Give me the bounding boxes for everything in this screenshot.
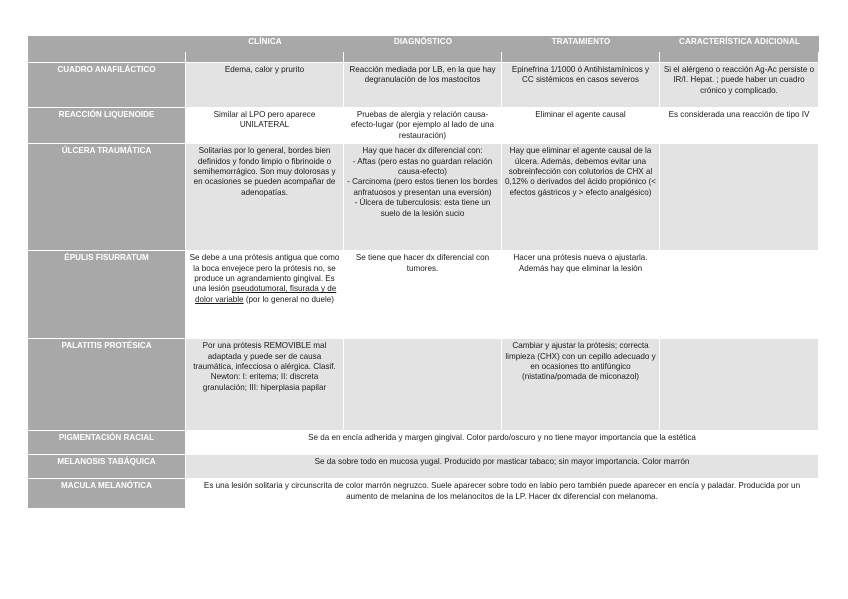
row-label: MELANOSIS TABÁQUICA bbox=[28, 455, 186, 479]
cell-adicional: Si el alérgeno o reacción Ag-Ac persiste o IR/I. Hepat. ; puede haber un cuadro crónico y complicado. bbox=[660, 63, 819, 108]
row-label: ÚLCERA TRAUMÁTICA bbox=[28, 144, 186, 251]
table-row bbox=[28, 108, 819, 144]
cell-tratamiento: Eliminar el agente causal bbox=[502, 108, 660, 144]
row-label: REACCIÓN LIQUENOIDE bbox=[28, 108, 186, 144]
cell-adicional: Es considerada una reacción de tipo IV bbox=[660, 108, 819, 144]
header-empty bbox=[28, 36, 186, 52]
table-row bbox=[28, 479, 819, 509]
cell-clinica bbox=[186, 251, 344, 339]
cell-diagnostico: Pruebas de alergia y relación causa-efecto-lugar (por ejemplo al lado de una restauración) bbox=[344, 108, 502, 144]
cell-span: Es una lesión solitaria y circunscrita de color marrón negruzco. Suele aparecer sobre todo en labio pero también puede aparecer en encía y paladar. Producida por un aumento de melanina de los melanocitos de la LP. Hacer dx diferencial con melanoma. bbox=[186, 479, 819, 509]
row-label: PALATITIS PROTÉSICA bbox=[28, 339, 186, 431]
cell-diagnostico: Se tiene que hacer dx diferencial con tumores. bbox=[344, 251, 502, 339]
row-label: MACULA MELANÓTICA bbox=[28, 479, 186, 509]
cell-tratamiento: Hay que eliminar el agente causal de la úlcera. Además, debemos evitar una sobreinfección con colutorios de CHX al 0,12% o derivados del ácido propiónico (< efectos gástricos y > efecto analgésico) bbox=[502, 144, 660, 251]
header-tratamiento: TRATAMIENTO bbox=[502, 36, 660, 52]
lesions-table bbox=[28, 36, 819, 509]
cell-clinica: Similar al LPO pero aparece UNILATERAL bbox=[186, 108, 344, 144]
clinica-text: (por lo general no duele) bbox=[245, 294, 335, 304]
cell-clinica: Por una prótesis REMOVIBLE mal adaptada y puede ser de causa traumática, infecciosa o alérgica. Clasif. Newton: I: eritema; II: discreta granulación; III: hiperplasia papilar bbox=[186, 339, 344, 431]
cell-clinica: Edema, calor y prurito bbox=[186, 63, 344, 108]
clinica-underline: pseudotumoral, fisurada y de dolor variable bbox=[194, 284, 337, 304]
cell-adicional bbox=[660, 251, 819, 339]
cell-clinica: Solitarias por lo general, bordes bien definidos y fondo limpio o fibrinoide o semihemorrágico. Son muy dolorosas y en ocasiones se pueden acompañar de adenopatías. bbox=[186, 144, 344, 251]
clinica-text: Se debe a una prótesis antigua que como la boca envejece pero la prótesis no, se produce un agrandamiento gingival. Es una lesión bbox=[189, 253, 340, 294]
row-label: ÉPULIS FISURRATUM bbox=[28, 251, 186, 339]
header-diagnostico: DIAGNÓSTICO bbox=[344, 36, 502, 52]
cell-diagnostico: Reacción mediada por LB, en la que hay degranulación de los mastocitos bbox=[344, 63, 502, 108]
spacer-cell bbox=[660, 52, 819, 63]
table-row bbox=[28, 251, 819, 339]
cell-diagnostico bbox=[344, 339, 502, 431]
cell-adicional bbox=[660, 339, 819, 431]
spacer-cell bbox=[344, 52, 502, 63]
spacer-cell bbox=[186, 52, 344, 63]
header-adicional: CARACTERÍSTICA ADICIONAL bbox=[660, 36, 819, 52]
diagnostico-intro: Hay que hacer dx diferencial con: bbox=[362, 146, 483, 156]
cell-span: Se da sobre todo en mucosa yugal. Producido por masticar tabaco; sin mayor importancia. Color marrón bbox=[186, 455, 819, 479]
cell-span: Se da en encía adherida y margen gingival. Color pardo/oscuro y no tiene mayor importancia que la estética bbox=[186, 431, 819, 455]
header-row bbox=[28, 36, 819, 52]
cell-tratamiento: Epinefrina 1/1000 ó Antihistamínicos y CC sistémicos en casos severos bbox=[502, 63, 660, 108]
table-row bbox=[28, 144, 819, 251]
table-row bbox=[28, 431, 819, 455]
diagnostico-item: - Úlcera de tuberculosis: esta tiene un suelo de la lesión sucio bbox=[354, 198, 491, 218]
table-row bbox=[28, 455, 819, 479]
diagnostico-item: - Carcinoma (pero estos tienen los bordes anfratuosos y presentan una eversión) bbox=[347, 177, 498, 197]
cell-diagnostico bbox=[344, 144, 502, 251]
row-label: CUADRO ANAFILÁCTICO bbox=[28, 63, 186, 108]
table-row bbox=[28, 63, 819, 108]
cell-tratamiento: Hacer una prótesis nueva o ajustarla. Además hay que eliminar la lesión bbox=[502, 251, 660, 339]
spacer-cell bbox=[28, 52, 186, 63]
table-row bbox=[28, 339, 819, 431]
header-clinica: CLÍNICA bbox=[186, 36, 344, 52]
diagnostico-item: - Aftas (pero estas no guardan relación causa-efecto) bbox=[352, 156, 493, 177]
row-label: PIGMENTACIÓN RACIAL bbox=[28, 431, 186, 455]
spacer-cell bbox=[502, 52, 660, 63]
cell-tratamiento: Cambiar y ajustar la prótesis; correcta limpieza (CHX) con un cepillo adecuado y en ocasiones tto antifúngico (nistatina/pomada de miconazol) bbox=[502, 339, 660, 431]
cell-adicional bbox=[660, 144, 819, 251]
spacer-row bbox=[28, 52, 819, 63]
